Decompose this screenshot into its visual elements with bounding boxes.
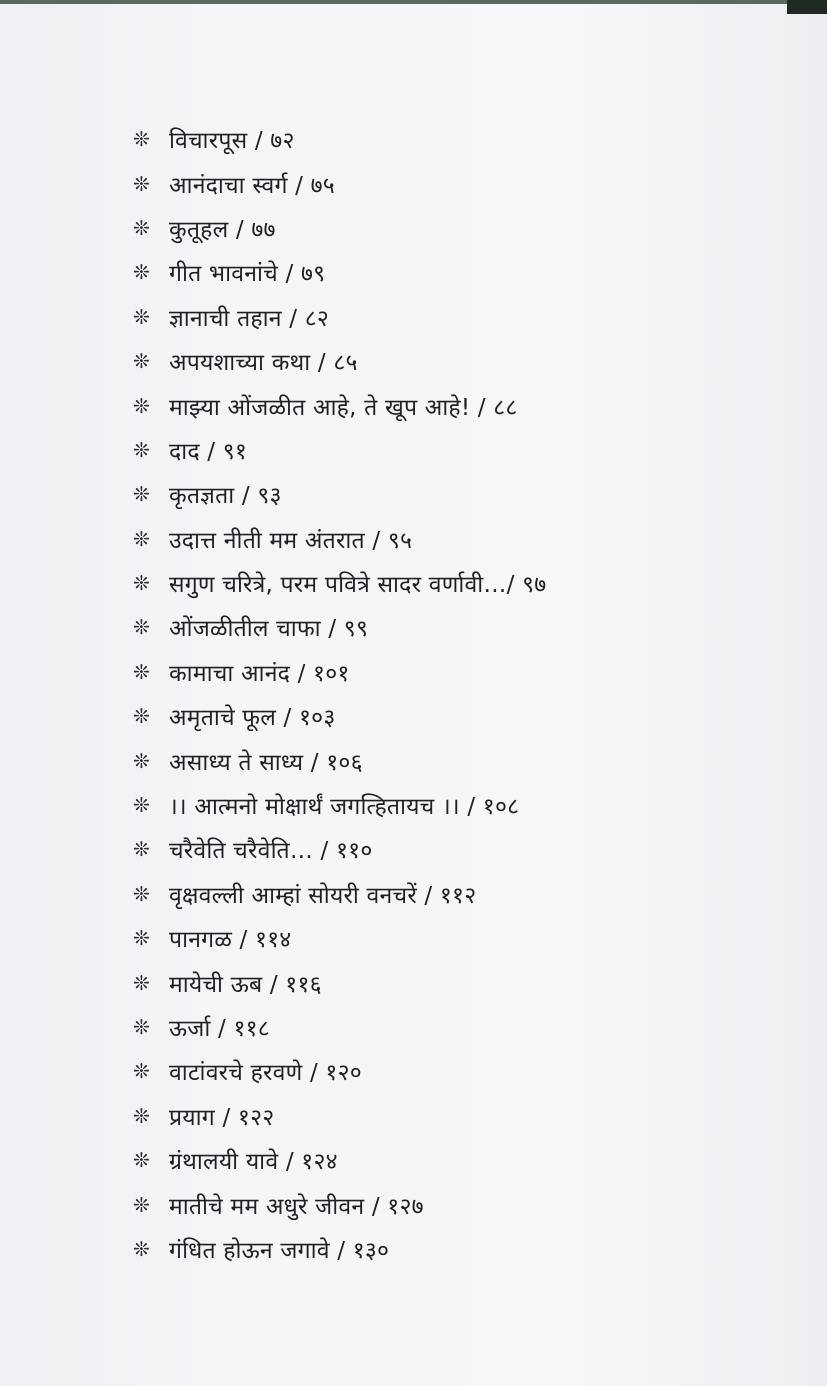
toc-entry bbox=[133, 872, 773, 916]
toc-entry bbox=[133, 117, 773, 161]
toc-entry-text: अमृताचे फूल / १०३ bbox=[169, 705, 336, 732]
toc-entry bbox=[133, 472, 773, 516]
page-top-edge bbox=[0, 0, 827, 4]
toc-entry-text: दाद / ९१ bbox=[169, 438, 248, 465]
toc-entry bbox=[133, 738, 773, 782]
toc-entry bbox=[133, 783, 773, 827]
toc-entry bbox=[133, 827, 773, 871]
toc-entry-text: वृक्षवल्ली आम्हां सोयरी वनचरें / ११२ bbox=[169, 882, 477, 909]
toc-entry-text: कामाचा आनंद / १०१ bbox=[169, 660, 350, 687]
toc-entry bbox=[133, 1005, 773, 1049]
toc-entry-text: मायेची ऊब / ११६ bbox=[169, 971, 322, 998]
toc-entry-text: गीत भावनांचे / ७९ bbox=[169, 261, 326, 288]
asterisk-bullet-icon: ❊ bbox=[133, 793, 150, 818]
toc-entry-text: असाध्य ते साध्य / १०६ bbox=[169, 749, 363, 776]
toc-entry-text: विचारपूस / ७२ bbox=[169, 128, 295, 155]
toc-entry-text: ।। आत्मनो मोक्षार्थं जगत्हितायच ।। / १०८ bbox=[169, 794, 520, 821]
toc-entry-text: उदात्त नीती मम अंतरात / ९५ bbox=[169, 527, 413, 554]
page-corner-shadow bbox=[787, 0, 827, 14]
asterisk-bullet-icon: ❊ bbox=[133, 1103, 150, 1128]
asterisk-bullet-icon: ❊ bbox=[133, 1059, 150, 1084]
toc-entry bbox=[133, 960, 773, 1004]
asterisk-bullet-icon: ❊ bbox=[133, 260, 150, 285]
toc-entry-text: अपयशाच्या कथा / ८५ bbox=[169, 350, 358, 377]
toc-entry-text: ऊर्जा / ११८ bbox=[169, 1016, 270, 1042]
asterisk-bullet-icon: ❊ bbox=[133, 837, 150, 862]
asterisk-bullet-icon: ❊ bbox=[133, 659, 150, 684]
toc-entry bbox=[133, 1138, 773, 1182]
asterisk-bullet-icon: ❊ bbox=[133, 1192, 150, 1217]
asterisk-bullet-icon: ❊ bbox=[133, 349, 150, 374]
toc-entry-text: ग्रंथालयी यावे / १२४ bbox=[169, 1149, 338, 1176]
asterisk-bullet-icon: ❊ bbox=[133, 571, 150, 596]
asterisk-bullet-icon: ❊ bbox=[133, 304, 150, 329]
toc-entry bbox=[133, 383, 773, 427]
asterisk-bullet-icon: ❊ bbox=[133, 1148, 150, 1173]
asterisk-bullet-icon: ❊ bbox=[133, 926, 150, 951]
asterisk-bullet-icon: ❊ bbox=[133, 704, 150, 729]
asterisk-bullet-icon: ❊ bbox=[133, 437, 150, 462]
toc-entry-text: कुतूहल / ७७ bbox=[169, 216, 276, 243]
asterisk-bullet-icon: ❊ bbox=[133, 1236, 150, 1261]
table-of-contents bbox=[133, 117, 773, 1271]
toc-entry bbox=[133, 1049, 773, 1093]
toc-entry-text: आनंदाचा स्वर्ग / ७५ bbox=[169, 172, 335, 199]
toc-entry bbox=[133, 295, 773, 339]
toc-entry-text: मातीचे मम अधुरे जीवन / १२७ bbox=[169, 1193, 424, 1220]
toc-entry-text: प्रयाग / १२२ bbox=[169, 1104, 275, 1131]
toc-entry bbox=[133, 206, 773, 250]
toc-entry-text: सगुण चरित्रे, परम पवित्रे सादर वर्णावी…/ ९७ bbox=[169, 572, 547, 599]
toc-entry-text: ज्ञानाची तहान / ८२ bbox=[169, 305, 330, 332]
toc-entry bbox=[133, 561, 773, 605]
asterisk-bullet-icon: ❊ bbox=[133, 526, 150, 551]
toc-entry-text: वाटांवरचे हरवणे / १२० bbox=[169, 1060, 362, 1087]
toc-entry-text: ओंजळीतील चाफा / ९९ bbox=[169, 616, 369, 643]
toc-entry bbox=[133, 916, 773, 960]
toc-entry bbox=[133, 517, 773, 561]
asterisk-bullet-icon: ❊ bbox=[133, 127, 150, 152]
toc-entry bbox=[133, 650, 773, 694]
toc-entry bbox=[133, 1227, 773, 1271]
asterisk-bullet-icon: ❊ bbox=[133, 171, 150, 196]
toc-entry-text: पानगळ / ११४ bbox=[169, 927, 292, 954]
toc-entry-text: माझ्या ओंजळीत आहे, ते खूप आहे! / ८८ bbox=[169, 394, 518, 421]
asterisk-bullet-icon: ❊ bbox=[133, 748, 150, 773]
toc-entry-text: गंधित होऊन जगावे / १३० bbox=[169, 1237, 390, 1264]
asterisk-bullet-icon: ❊ bbox=[133, 970, 150, 995]
toc-entry bbox=[133, 161, 773, 205]
toc-entry bbox=[133, 1182, 773, 1226]
toc-entry bbox=[133, 694, 773, 738]
toc-entry bbox=[133, 605, 773, 649]
toc-entry bbox=[133, 339, 773, 383]
asterisk-bullet-icon: ❊ bbox=[133, 881, 150, 906]
toc-entry bbox=[133, 428, 773, 472]
asterisk-bullet-icon: ❊ bbox=[133, 482, 150, 507]
toc-entry-text: कृतज्ञता / ९३ bbox=[169, 483, 282, 510]
asterisk-bullet-icon: ❊ bbox=[133, 615, 150, 640]
toc-entry-text: चरैवेति चरैवेति… / ११० bbox=[169, 838, 373, 865]
asterisk-bullet-icon: ❊ bbox=[133, 1015, 150, 1039]
asterisk-bullet-icon: ❊ bbox=[133, 215, 150, 240]
toc-entry bbox=[133, 250, 773, 294]
asterisk-bullet-icon: ❊ bbox=[133, 393, 150, 418]
toc-entry bbox=[133, 1094, 773, 1138]
